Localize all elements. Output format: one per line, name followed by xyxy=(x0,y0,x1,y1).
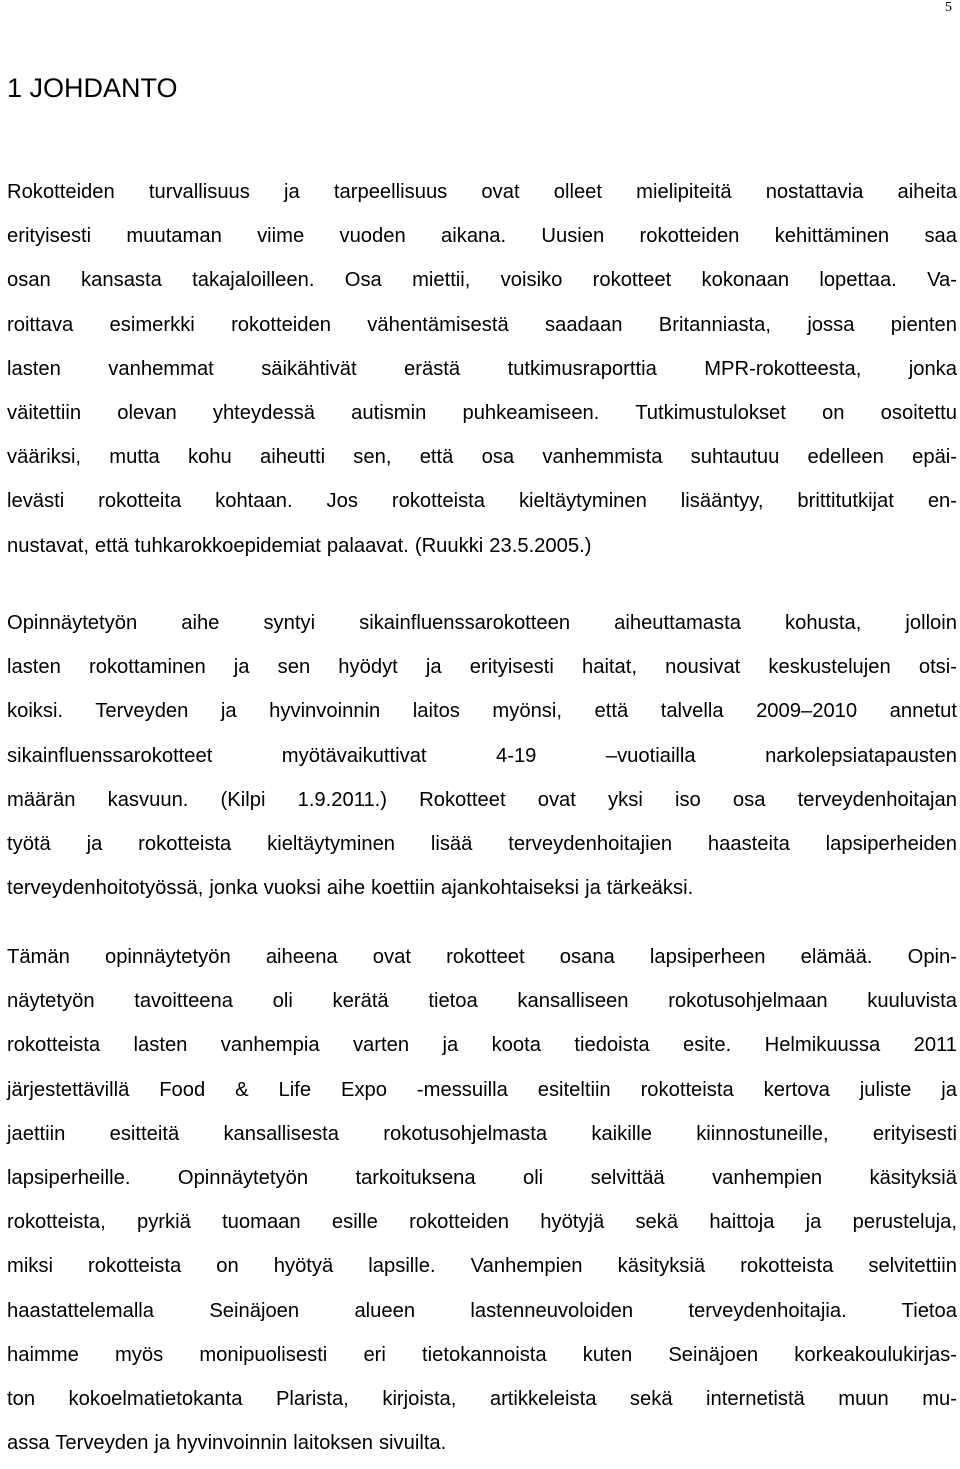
text-line: levästi rokotteita kohtaan. Jos rokotteista kieltäytyminen lisääntyy, brittitutkijat en- xyxy=(7,490,957,513)
text-line: terveydenhoitotyössä, jonka vuoksi aihe koettiin ajankohtaiseksi ja tärkeäksi. xyxy=(7,877,694,900)
paragraph-1 xyxy=(7,170,957,568)
text-line: näytetyön tavoitteena oli kerätä tietoa kansalliseen rokotusohjelmaan kuuluvista xyxy=(7,990,957,1013)
text-line: haimme myös monipuolisesti eri tietokannoista kuten Seinäjoen korkeakoulukirjas- xyxy=(7,1343,957,1366)
text-line: koiksi. Terveyden ja hyvinvoinnin laitos myönsi, että talvella 2009–2010 annetut xyxy=(7,700,957,723)
text-line: järjestettävillä Food & Life Expo -messuilla esiteltiin rokotteista kertova juliste ja xyxy=(7,1078,957,1101)
text-line: Tämän opinnäytetyön aiheena ovat rokotteet osana lapsiperheen elämää. Opin- xyxy=(7,946,957,968)
text-line: väitettiin olevan yhteydessä autismin puhkeamiseen. Tutkimustulokset on osoitettu xyxy=(7,402,957,425)
text-line: jaettiin esitteitä kansallisesta rokotusohjelmasta kaikille kiinnostuneille, erityisesti xyxy=(7,1122,957,1145)
text-line: osan kansasta takajaloilleen. Osa miettii, voisiko rokotteet kokonaan lopettaa. Va- xyxy=(7,269,957,292)
text-line: assa Terveyden ja hyvinvoinnin laitoksen sivuilta. xyxy=(7,1432,447,1455)
text-line: roittava esimerkki rokotteiden vähentämisestä saadaan Britanniasta, jossa pienten xyxy=(7,313,957,336)
text-line: haastattelemalla Seinäjoen alueen lastenneuvoloiden terveydenhoitajia. Tietoa xyxy=(7,1299,957,1322)
text-line: lapsiperheille. Opinnäytetyön tarkoituksena oli selvittää vanhempien käsityksiä xyxy=(7,1167,957,1190)
text-line: ton kokoelmatietokanta Plarista, kirjoista, artikkeleista sekä internetistä muun mu- xyxy=(7,1388,957,1411)
text-line: rokotteista, pyrkiä tuomaan esille rokotteiden hyötyjä sekä haittoja ja perusteluja, xyxy=(7,1211,957,1234)
text-line: työtä ja rokotteista kieltäytyminen lisää terveydenhoitajien haasteita lapsiperheiden xyxy=(7,833,957,856)
text-line: miksi rokotteista on hyötyä lapsille. Vanhempien käsityksiä rokotteista selvitettiin xyxy=(7,1255,957,1278)
page-number: 5 xyxy=(945,0,952,15)
text-line: Rokotteiden turvallisuus ja tarpeellisuus ovat olleet mielipiteitä nostattavia aiheita xyxy=(7,181,957,203)
text-line: lasten vanhemmat säikähtivät erästä tutkimusraporttia MPR-rokotteesta, jonka xyxy=(7,357,957,380)
paragraph-3 xyxy=(7,935,957,1465)
text-line: rokotteista lasten vanhempia varten ja koota tiedoista esite. Helmikuussa 2011 xyxy=(7,1034,957,1057)
text-line: lasten rokottaminen ja sen hyödyt ja erityisesti haitat, nousivat keskustelujen otsi- xyxy=(7,656,957,679)
chapter-heading: 1 JOHDANTO xyxy=(7,73,178,103)
text-line: vääriksi, mutta kohu aiheutti sen, että osa vanhemmista suhtautuu edelleen epäi- xyxy=(7,446,957,469)
text-line: määrän kasvuun. (Kilpi 1.9.2011.) Rokotteet ovat yksi iso osa terveydenhoitajan xyxy=(7,788,957,811)
text-line: nustavat, että tuhkarokkoepidemiat palaavat. (Ruukki 23.5.2005.) xyxy=(7,534,592,557)
text-line: sikainfluenssarokotteet myötävaikuttivat 4-19 –vuotiailla narkolepsiatapausten xyxy=(7,744,957,767)
paragraph-2 xyxy=(7,601,957,910)
text-line: erityisesti muutaman viime vuoden aikana. Uusien rokotteiden kehittäminen saa xyxy=(7,225,957,248)
text-line: Opinnäytetyön aihe syntyi sikainfluenssarokotteen aiheuttamasta kohusta, jolloin xyxy=(7,612,957,634)
